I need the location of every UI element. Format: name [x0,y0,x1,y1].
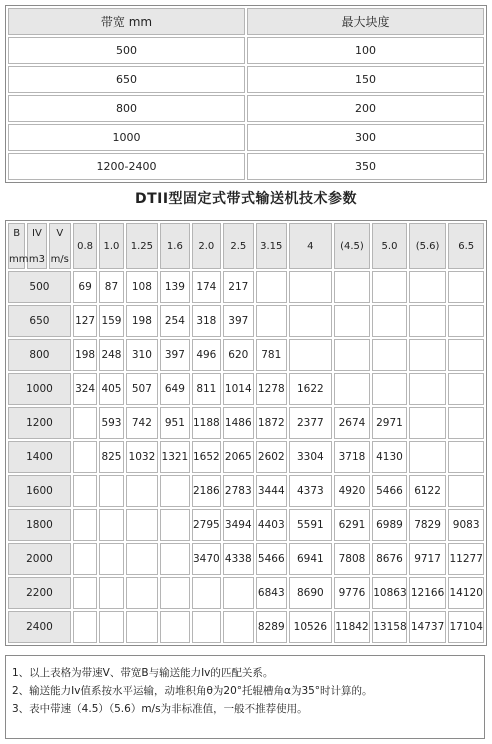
capacity-cell: 3494 [223,509,253,541]
capacity-cell [73,577,97,609]
table-row [8,611,484,643]
capacity-cell: 310 [126,339,159,371]
capacity-cell: 6843 [256,577,287,609]
capacity-cell: 198 [73,339,97,371]
capacity-cell [372,373,407,405]
capacity-cell [256,271,287,303]
conveyor-capacity-table [5,220,487,646]
table-row [8,271,484,303]
capacity-cell [126,509,159,541]
capacity-cell: 6291 [334,509,371,541]
capacity-cell: 5466 [372,475,407,507]
capacity-cell: 2674 [334,407,371,439]
capacity-cell: 159 [99,305,123,337]
belt-width-cell: 2200 [8,577,71,609]
capacity-cell: 2971 [372,407,407,439]
capacity-cell [99,577,123,609]
capacity-cell: 6941 [289,543,332,575]
capacity-cell: 13158 [372,611,407,643]
capacity-cell: 7808 [334,543,371,575]
capacity-cell: 108 [126,271,159,303]
header-speed: 0.8 [73,223,97,269]
capacity-cell: 11842 [334,611,371,643]
capacity-cell: 6989 [372,509,407,541]
capacity-cell: 9776 [334,577,371,609]
table-row [8,577,484,609]
capacity-cell [289,271,332,303]
capacity-cell: 4338 [223,543,253,575]
belt-width-cell: 2000 [8,543,71,575]
capacity-cell: 9717 [409,543,447,575]
capacity-cell: 8676 [372,543,407,575]
capacity-cell [192,577,221,609]
capacity-cell: 217 [223,271,253,303]
table-row [8,407,484,439]
capacity-cell [160,611,189,643]
capacity-cell [372,339,407,371]
capacity-cell: 318 [192,305,221,337]
table-row [8,441,484,473]
capacity-cell: 1032 [126,441,159,473]
belt-width-cell: 1400 [8,441,71,473]
capacity-cell: 3470 [192,543,221,575]
capacity-cell: 405 [99,373,123,405]
capacity-cell [223,611,253,643]
capacity-cell: 4920 [334,475,371,507]
capacity-cell [372,305,407,337]
max-lump-cell: 300 [247,124,484,151]
page-title: DTII型固定式带式输送机技术参数 [134,191,358,207]
capacity-cell [160,475,189,507]
capacity-cell [409,305,447,337]
capacity-cell: 3304 [289,441,332,473]
capacity-cell: 254 [160,305,189,337]
capacity-cell: 1014 [223,373,253,405]
capacity-cell: 17104 [448,611,484,643]
capacity-cell [448,407,484,439]
belt-width-cell: 2400 [8,611,71,643]
header-speed: 1.0 [99,223,123,269]
header-b: B mm [8,223,25,269]
belt-width-cell: 800 [8,339,71,371]
capacity-cell [289,305,332,337]
capacity-cell [372,271,407,303]
header-speed: 5.0 [372,223,407,269]
capacity-cell [99,543,123,575]
capacity-cell: 248 [99,339,123,371]
header-speed: 3.15 [256,223,287,269]
header-iv: IV m3 [27,223,46,269]
capacity-cell [99,509,123,541]
capacity-cell: 3718 [334,441,371,473]
capacity-cell: 2186 [192,475,221,507]
capacity-cell: 649 [160,373,189,405]
capacity-cell [126,577,159,609]
header-speed: (4.5) [334,223,371,269]
capacity-cell: 620 [223,339,253,371]
belt-width-cell: 1200 [8,407,71,439]
capacity-cell [409,407,447,439]
capacity-cell: 1278 [256,373,287,405]
table-row [8,373,484,405]
note-line: 2、输送能力Iv值系按水平运输，动堆积角θ为20°托辊槽角α为35°时计算的。 [12,685,373,697]
capacity-cell: 4373 [289,475,332,507]
capacity-cell: 825 [99,441,123,473]
table-row [8,305,484,337]
note-line: 1、以上表格为带速V、带宽B与输送能力Iv的匹配关系。 [12,667,274,679]
capacity-cell [448,339,484,371]
capacity-cell [223,577,253,609]
notes-box [5,655,485,739]
capacity-cell: 2795 [192,509,221,541]
capacity-cell: 397 [223,305,253,337]
capacity-cell: 12166 [409,577,447,609]
capacity-cell: 397 [160,339,189,371]
capacity-cell [99,611,123,643]
capacity-cell: 951 [160,407,189,439]
capacity-cell [409,441,447,473]
header-speed: 2.0 [192,223,221,269]
capacity-cell [73,611,97,643]
capacity-cell [73,543,97,575]
capacity-cell: 811 [192,373,221,405]
header-max-lump: 最大块度 [247,8,484,35]
max-lump-cell: 150 [247,66,484,93]
capacity-cell: 7829 [409,509,447,541]
capacity-cell: 127 [73,305,97,337]
header-speed: 6.5 [448,223,484,269]
capacity-cell [160,543,189,575]
header-v: V m/s [49,223,71,269]
note-line: 3、表中带速（4.5）（5.6）m/s为非标准值，一般不推荐使用。 [12,703,308,715]
capacity-cell: 1486 [223,407,253,439]
capacity-cell [409,339,447,371]
belt-width-cell: 1600 [8,475,71,507]
capacity-cell [73,509,97,541]
capacity-cell [334,373,371,405]
capacity-cell [448,373,484,405]
header-speed: 2.5 [223,223,253,269]
belt-width-cell: 1000 [8,124,245,151]
capacity-cell [289,339,332,371]
capacity-cell: 2065 [223,441,253,473]
capacity-cell [448,441,484,473]
capacity-cell: 174 [192,271,221,303]
capacity-cell: 781 [256,339,287,371]
capacity-cell: 1188 [192,407,221,439]
capacity-cell [409,271,447,303]
capacity-cell [99,475,123,507]
header-speed: 1.6 [160,223,189,269]
capacity-cell [192,611,221,643]
capacity-cell [448,305,484,337]
capacity-cell [73,475,97,507]
capacity-cell: 3444 [256,475,287,507]
capacity-cell: 5591 [289,509,332,541]
capacity-cell: 6122 [409,475,447,507]
capacity-cell: 11277 [448,543,484,575]
table-row [8,475,484,507]
capacity-cell [73,441,97,473]
capacity-cell: 9083 [448,509,484,541]
capacity-cell: 10863 [372,577,407,609]
capacity-cell: 2377 [289,407,332,439]
capacity-cell [334,339,371,371]
capacity-cell [126,611,159,643]
capacity-cell: 14120 [448,577,484,609]
max-lump-cell: 350 [247,153,484,180]
capacity-cell [448,271,484,303]
capacity-cell: 1321 [160,441,189,473]
capacity-cell: 1652 [192,441,221,473]
header-belt-width: 带宽 mm [8,8,245,35]
capacity-cell: 139 [160,271,189,303]
capacity-cell [409,373,447,405]
header-speed: 1.25 [126,223,159,269]
capacity-cell [334,271,371,303]
table-row [8,509,484,541]
capacity-cell: 593 [99,407,123,439]
max-lump-size-table [5,5,487,183]
max-lump-cell: 200 [247,95,484,122]
capacity-cell: 2602 [256,441,287,473]
capacity-cell: 1622 [289,373,332,405]
capacity-cell: 5466 [256,543,287,575]
table-row [8,339,484,371]
capacity-cell: 8289 [256,611,287,643]
belt-width-cell: 500 [8,37,245,64]
capacity-cell: 10526 [289,611,332,643]
table-row [8,543,484,575]
capacity-cell [160,509,189,541]
belt-width-cell: 500 [8,271,71,303]
belt-width-cell: 1000 [8,373,71,405]
capacity-cell: 1872 [256,407,287,439]
header-speed: (5.6) [409,223,447,269]
capacity-cell: 496 [192,339,221,371]
capacity-cell: 198 [126,305,159,337]
capacity-cell: 4130 [372,441,407,473]
belt-width-cell: 1800 [8,509,71,541]
capacity-cell [126,475,159,507]
capacity-cell [160,577,189,609]
header-speed: 4 [289,223,332,269]
capacity-cell [448,475,484,507]
capacity-cell: 742 [126,407,159,439]
belt-width-cell: 650 [8,305,71,337]
capacity-cell: 69 [73,271,97,303]
capacity-cell [73,407,97,439]
capacity-cell: 4403 [256,509,287,541]
capacity-cell [126,543,159,575]
max-lump-cell: 100 [247,37,484,64]
capacity-cell: 2783 [223,475,253,507]
capacity-cell [334,305,371,337]
capacity-cell: 14737 [409,611,447,643]
belt-width-cell: 800 [8,95,245,122]
belt-width-cell: 1200-2400 [8,153,245,180]
capacity-cell: 507 [126,373,159,405]
capacity-cell: 324 [73,373,97,405]
belt-width-cell: 650 [8,66,245,93]
capacity-cell: 8690 [289,577,332,609]
capacity-cell: 87 [99,271,123,303]
capacity-cell [256,305,287,337]
